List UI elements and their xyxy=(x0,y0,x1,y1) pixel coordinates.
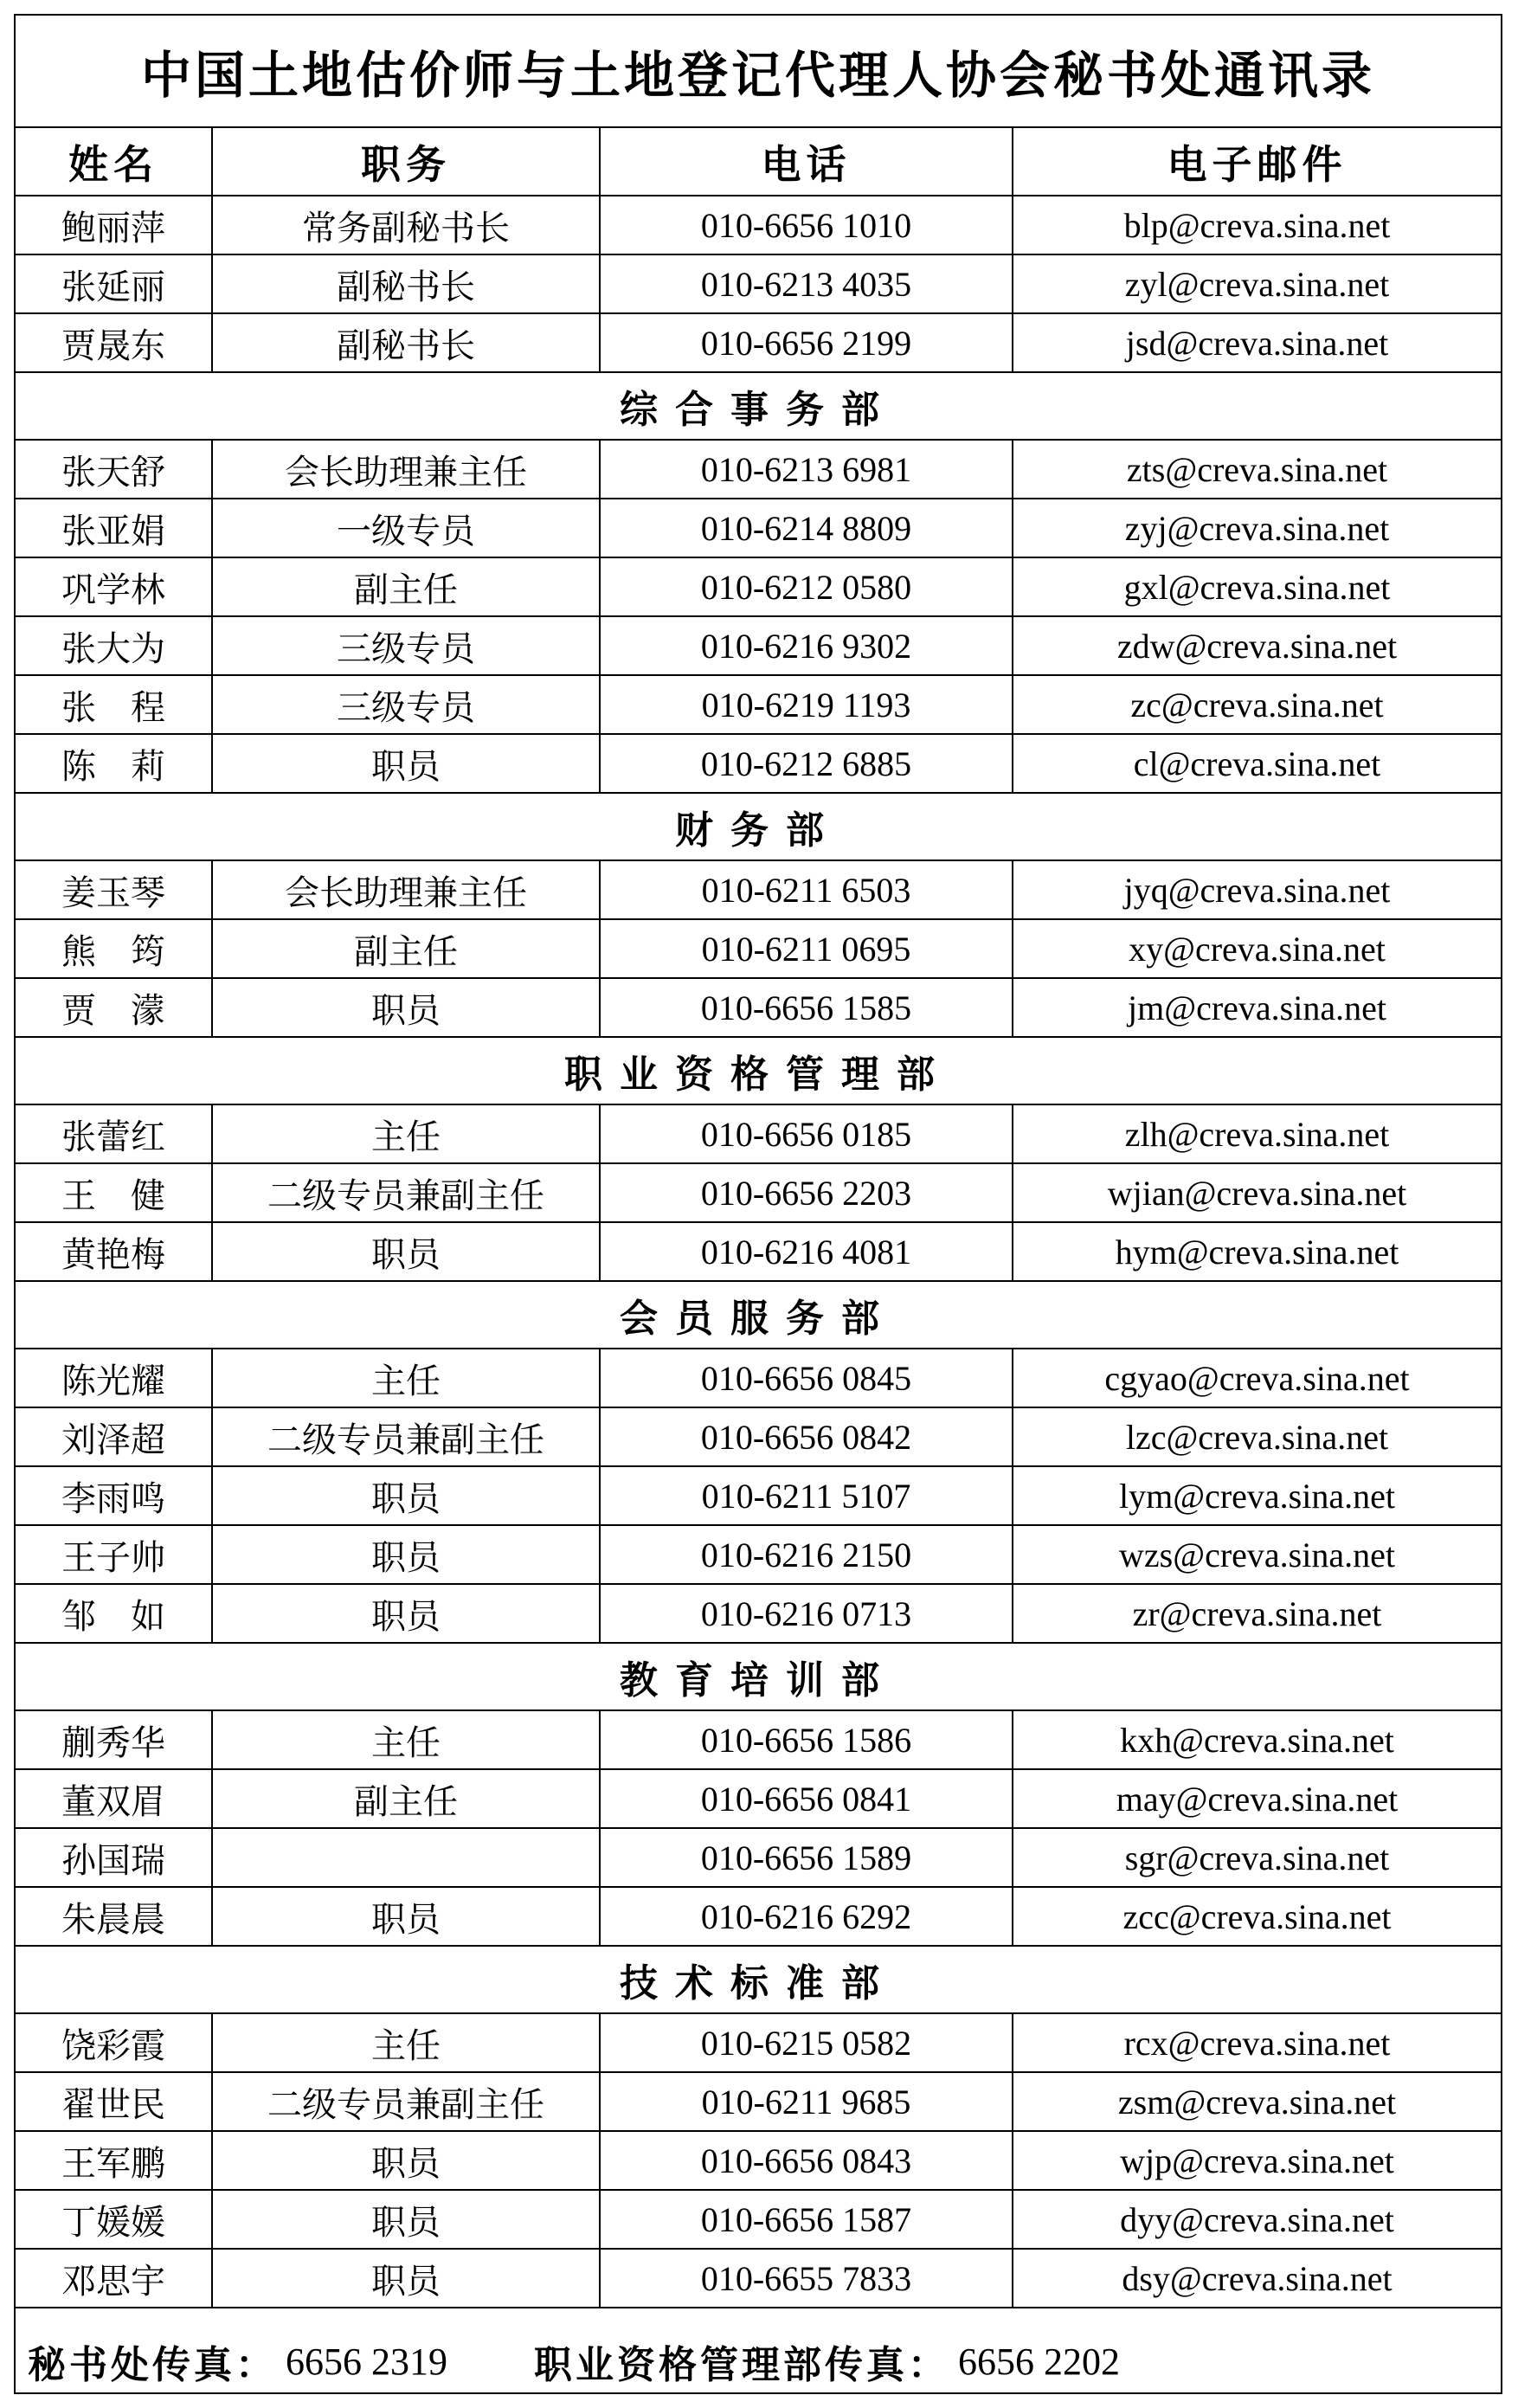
cell-phone: 010-6211 9685 xyxy=(600,2072,1013,2131)
cell-phone: 010-6656 1589 xyxy=(600,1828,1013,1887)
cell-phone: 010-6656 1586 xyxy=(600,1710,1013,1769)
cell-phone: 010-6212 6885 xyxy=(600,734,1013,793)
cell-title: 主任 xyxy=(212,1104,600,1163)
cell-phone: 010-6216 9302 xyxy=(600,616,1013,675)
cell-title: 职员 xyxy=(212,1584,600,1643)
table-row xyxy=(16,675,1501,734)
cell-name: 陈光耀 xyxy=(16,1349,212,1407)
cell-title: 三级专员 xyxy=(212,616,600,675)
table-row xyxy=(16,2249,1501,2308)
cell-email: sgr@creva.sina.net xyxy=(1013,1828,1501,1887)
table-row xyxy=(16,196,1501,254)
cell-name: 朱晨晨 xyxy=(16,1887,212,1946)
table-row xyxy=(16,1828,1501,1887)
cell-email: zdw@creva.sina.net xyxy=(1013,616,1501,675)
cell-email: xy@creva.sina.net xyxy=(1013,919,1501,978)
cell-title: 二级专员兼副主任 xyxy=(212,1163,600,1222)
cell-email: zyl@creva.sina.net xyxy=(1013,254,1501,313)
cell-title: 副主任 xyxy=(212,919,600,978)
cell-email: wjp@creva.sina.net xyxy=(1013,2131,1501,2190)
fax1-label: 秘书处传真： xyxy=(28,2343,277,2387)
cell-phone: 010-6655 7833 xyxy=(600,2249,1013,2308)
cell-phone: 010-6656 0841 xyxy=(600,1769,1013,1828)
table-row xyxy=(16,254,1501,313)
table-row xyxy=(16,734,1501,793)
table-row xyxy=(16,1407,1501,1466)
header-name: 姓名 xyxy=(16,128,212,196)
cell-name: 张大为 xyxy=(16,616,212,675)
cell-email: lzc@creva.sina.net xyxy=(1013,1407,1501,1466)
cell-title: 副主任 xyxy=(212,557,600,616)
cell-email: hym@creva.sina.net xyxy=(1013,1222,1501,1281)
cell-title: 职员 xyxy=(212,2249,600,2308)
cell-phone: 010-6211 6503 xyxy=(600,860,1013,919)
cell-name: 张天舒 xyxy=(16,440,212,499)
cell-title: 一级专员 xyxy=(212,499,600,557)
cell-title: 职员 xyxy=(212,1525,600,1584)
cell-email: rcx@creva.sina.net xyxy=(1013,2013,1501,2072)
cell-email: zlh@creva.sina.net xyxy=(1013,1104,1501,1163)
section-row xyxy=(16,1281,1501,1349)
cell-phone: 010-6656 1585 xyxy=(600,978,1013,1037)
cell-title: 职员 xyxy=(212,1466,600,1525)
cell-email: jsd@creva.sina.net xyxy=(1013,313,1501,372)
cell-title xyxy=(212,1828,600,1887)
section-row xyxy=(16,793,1501,860)
table-row xyxy=(16,860,1501,919)
cell-title: 职员 xyxy=(212,734,600,793)
cell-title: 二级专员兼副主任 xyxy=(212,1407,600,1466)
table-row xyxy=(16,557,1501,616)
header-email: 电子邮件 xyxy=(1013,128,1501,196)
section-title: 会员服务部 xyxy=(16,1281,1501,1349)
contact-table xyxy=(16,128,1501,2308)
table-row xyxy=(16,1222,1501,1281)
cell-email: zts@creva.sina.net xyxy=(1013,440,1501,499)
document-title: 中国土地估价师与土地登记代理人协会秘书处通讯录 xyxy=(16,16,1501,128)
cell-name: 巩学林 xyxy=(16,557,212,616)
table-row xyxy=(16,2131,1501,2190)
cell-title: 会长助理兼主任 xyxy=(212,440,600,499)
cell-name: 邹 如 xyxy=(16,1584,212,1643)
cell-phone: 010-6656 0842 xyxy=(600,1407,1013,1466)
cell-email: dsy@creva.sina.net xyxy=(1013,2249,1501,2308)
table-row xyxy=(16,1584,1501,1643)
table-row xyxy=(16,440,1501,499)
cell-title: 副秘书长 xyxy=(212,254,600,313)
section-title: 技术标准部 xyxy=(16,1946,1501,2013)
section-title: 财务部 xyxy=(16,793,1501,860)
section-title: 教育培训部 xyxy=(16,1643,1501,1710)
cell-email: zcc@creva.sina.net xyxy=(1013,1887,1501,1946)
cell-email: jyq@creva.sina.net xyxy=(1013,860,1501,919)
cell-name: 丁媛媛 xyxy=(16,2190,212,2249)
cell-phone: 010-6211 0695 xyxy=(600,919,1013,978)
cell-phone: 010-6213 6981 xyxy=(600,440,1013,499)
cell-phone: 010-6211 5107 xyxy=(600,1466,1013,1525)
cell-title: 职员 xyxy=(212,1222,600,1281)
table-row xyxy=(16,499,1501,557)
directory-document xyxy=(14,14,1502,2394)
cell-phone: 010-6216 4081 xyxy=(600,1222,1013,1281)
cell-name: 邓思宇 xyxy=(16,2249,212,2308)
cell-title: 主任 xyxy=(212,1710,600,1769)
section-row xyxy=(16,1037,1501,1104)
cell-name: 王子帅 xyxy=(16,1525,212,1584)
cell-email: zsm@creva.sina.net xyxy=(1013,2072,1501,2131)
cell-name: 王 健 xyxy=(16,1163,212,1222)
table-row xyxy=(16,1525,1501,1584)
cell-title: 会长助理兼主任 xyxy=(212,860,600,919)
cell-name: 王军鹏 xyxy=(16,2131,212,2190)
cell-name: 张 程 xyxy=(16,675,212,734)
cell-email: cgyao@creva.sina.net xyxy=(1013,1349,1501,1407)
cell-name: 李雨鸣 xyxy=(16,1466,212,1525)
cell-name: 姜玉琴 xyxy=(16,860,212,919)
table-row xyxy=(16,1887,1501,1946)
cell-phone: 010-6212 0580 xyxy=(600,557,1013,616)
table-row xyxy=(16,2072,1501,2131)
cell-email: zyj@creva.sina.net xyxy=(1013,499,1501,557)
cell-phone: 010-6215 0582 xyxy=(600,2013,1013,2072)
cell-title: 副秘书长 xyxy=(212,313,600,372)
header-title: 职务 xyxy=(212,128,600,196)
table-row xyxy=(16,919,1501,978)
table-row xyxy=(16,313,1501,372)
cell-phone: 010-6216 2150 xyxy=(600,1525,1013,1584)
fax2-label: 职业资格管理部传真： xyxy=(534,2343,949,2387)
cell-name: 刘泽超 xyxy=(16,1407,212,1466)
cell-email: dyy@creva.sina.net xyxy=(1013,2190,1501,2249)
section-title: 职业资格管理部 xyxy=(16,1037,1501,1104)
table-row xyxy=(16,616,1501,675)
table-row xyxy=(16,1466,1501,1525)
table-row xyxy=(16,1710,1501,1769)
cell-name: 陈 莉 xyxy=(16,734,212,793)
fax2-number: 6656 2202 xyxy=(958,2340,1120,2383)
table-row xyxy=(16,2013,1501,2072)
cell-name: 张亚娟 xyxy=(16,499,212,557)
cell-email: zc@creva.sina.net xyxy=(1013,675,1501,734)
cell-phone: 010-6656 0185 xyxy=(600,1104,1013,1163)
cell-phone: 010-6216 6292 xyxy=(600,1887,1013,1946)
table-row xyxy=(16,2190,1501,2249)
section-row xyxy=(16,372,1501,440)
cell-email: wzs@creva.sina.net xyxy=(1013,1525,1501,1584)
cell-email: gxl@creva.sina.net xyxy=(1013,557,1501,616)
cell-email: jm@creva.sina.net xyxy=(1013,978,1501,1037)
cell-name: 蒯秀华 xyxy=(16,1710,212,1769)
cell-phone: 010-6656 0845 xyxy=(600,1349,1013,1407)
cell-email: may@creva.sina.net xyxy=(1013,1769,1501,1828)
cell-title: 副主任 xyxy=(212,1769,600,1828)
cell-name: 翟世民 xyxy=(16,2072,212,2131)
cell-phone: 010-6219 1193 xyxy=(600,675,1013,734)
cell-name: 饶彩霞 xyxy=(16,2013,212,2072)
cell-phone: 010-6216 0713 xyxy=(600,1584,1013,1643)
cell-name: 贾 濛 xyxy=(16,978,212,1037)
cell-name: 孙国瑞 xyxy=(16,1828,212,1887)
cell-name: 张蕾红 xyxy=(16,1104,212,1163)
cell-title: 主任 xyxy=(212,2013,600,2072)
fax1-number: 6656 2319 xyxy=(286,2340,447,2383)
header-phone: 电话 xyxy=(600,128,1013,196)
section-row xyxy=(16,1946,1501,2013)
fax-footer xyxy=(16,2330,1501,2392)
cell-name: 贾晟东 xyxy=(16,313,212,372)
cell-name: 熊 筠 xyxy=(16,919,212,978)
cell-title: 主任 xyxy=(212,1349,600,1407)
header-row xyxy=(16,128,1501,196)
cell-email: lym@creva.sina.net xyxy=(1013,1466,1501,1525)
cell-title: 职员 xyxy=(212,2190,600,2249)
cell-title: 三级专员 xyxy=(212,675,600,734)
cell-title: 职员 xyxy=(212,1887,600,1946)
cell-name: 黄艳梅 xyxy=(16,1222,212,1281)
section-title: 综合事务部 xyxy=(16,372,1501,440)
cell-email: wjian@creva.sina.net xyxy=(1013,1163,1501,1222)
cell-phone: 010-6656 0843 xyxy=(600,2131,1013,2190)
table-row xyxy=(16,978,1501,1037)
cell-phone: 010-6214 8809 xyxy=(600,499,1013,557)
table-row xyxy=(16,1163,1501,1222)
cell-phone: 010-6656 1010 xyxy=(600,196,1013,254)
cell-email: kxh@creva.sina.net xyxy=(1013,1710,1501,1769)
cell-email: cl@creva.sina.net xyxy=(1013,734,1501,793)
cell-title: 职员 xyxy=(212,2131,600,2190)
cell-phone: 010-6213 4035 xyxy=(600,254,1013,313)
table-row xyxy=(16,1349,1501,1407)
cell-title: 二级专员兼副主任 xyxy=(212,2072,600,2131)
cell-email: zr@creva.sina.net xyxy=(1013,1584,1501,1643)
cell-name: 董双眉 xyxy=(16,1769,212,1828)
cell-name: 鲍丽萍 xyxy=(16,196,212,254)
cell-title: 常务副秘书长 xyxy=(212,196,600,254)
cell-name: 张延丽 xyxy=(16,254,212,313)
cell-phone: 010-6656 2199 xyxy=(600,313,1013,372)
cell-title: 职员 xyxy=(212,978,600,1037)
table-row xyxy=(16,1769,1501,1828)
table-row xyxy=(16,1104,1501,1163)
cell-phone: 010-6656 2203 xyxy=(600,1163,1013,1222)
cell-phone: 010-6656 1587 xyxy=(600,2190,1013,2249)
cell-email: blp@creva.sina.net xyxy=(1013,196,1501,254)
section-row xyxy=(16,1643,1501,1710)
